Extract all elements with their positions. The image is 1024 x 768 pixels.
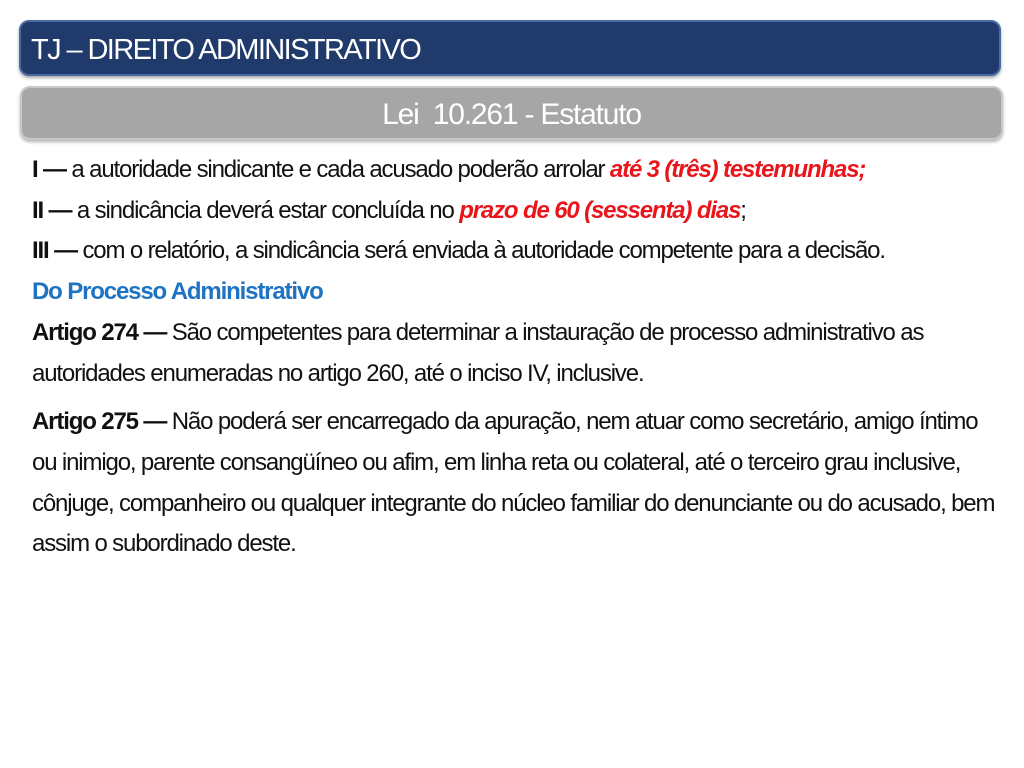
item-iii bbox=[32, 231, 998, 272]
item-i-highlight: até 3 (três) testemunhas; bbox=[609, 156, 866, 183]
article-275-label: Artigo 275 — bbox=[32, 408, 167, 436]
title-bar bbox=[19, 20, 1001, 76]
item-iii-text: com o relatório, a sindicância será enviada à autoridade competente para a decisão. bbox=[76, 237, 885, 265]
slide-title: TJ – DIREITO ADMINISTRATIVO bbox=[31, 34, 421, 66]
item-ii bbox=[32, 191, 998, 232]
subtitle-bar bbox=[20, 86, 1003, 140]
slide-subtitle: Lei 10.261 - Estatuto bbox=[382, 98, 641, 131]
article-275 bbox=[32, 402, 998, 565]
item-iii-label: III — bbox=[32, 237, 77, 265]
slide-body bbox=[32, 150, 998, 565]
item-i-label: I — bbox=[32, 156, 66, 183]
item-ii-label: II — bbox=[32, 196, 72, 224]
article-275-text: Não poderá ser encarregado da apuração, nem atuar como secretário, amigo íntimo ou inimigo, parente consangüíneo ou afim, em linha reta ou colateral, até o terceiro grau inclusive, cônjuge, companheiro ou qualquer integrante do núcleo familiar do denunciante ou do acusado, bem assim o subordinado deste. bbox=[32, 408, 995, 558]
item-i-text: a autoridade sindicante e cada acusado poderão arrolar bbox=[65, 156, 610, 183]
item-ii-highlight: prazo de 60 (sessenta) dias bbox=[459, 196, 741, 224]
item-i bbox=[32, 150, 998, 191]
item-ii-text: a sindicância deverá estar concluída no bbox=[71, 196, 460, 224]
item-ii-text-after: ; bbox=[740, 196, 746, 224]
section-heading: Do Processo Administrativo bbox=[32, 278, 323, 306]
article-274 bbox=[32, 313, 998, 394]
article-274-text: São competentes para determinar a instauração de processo administrativo as autoridades enumeradas no artigo 260, até o inciso IV, inclusive. bbox=[32, 318, 924, 387]
article-274-label: Artigo 274 — bbox=[32, 318, 167, 346]
